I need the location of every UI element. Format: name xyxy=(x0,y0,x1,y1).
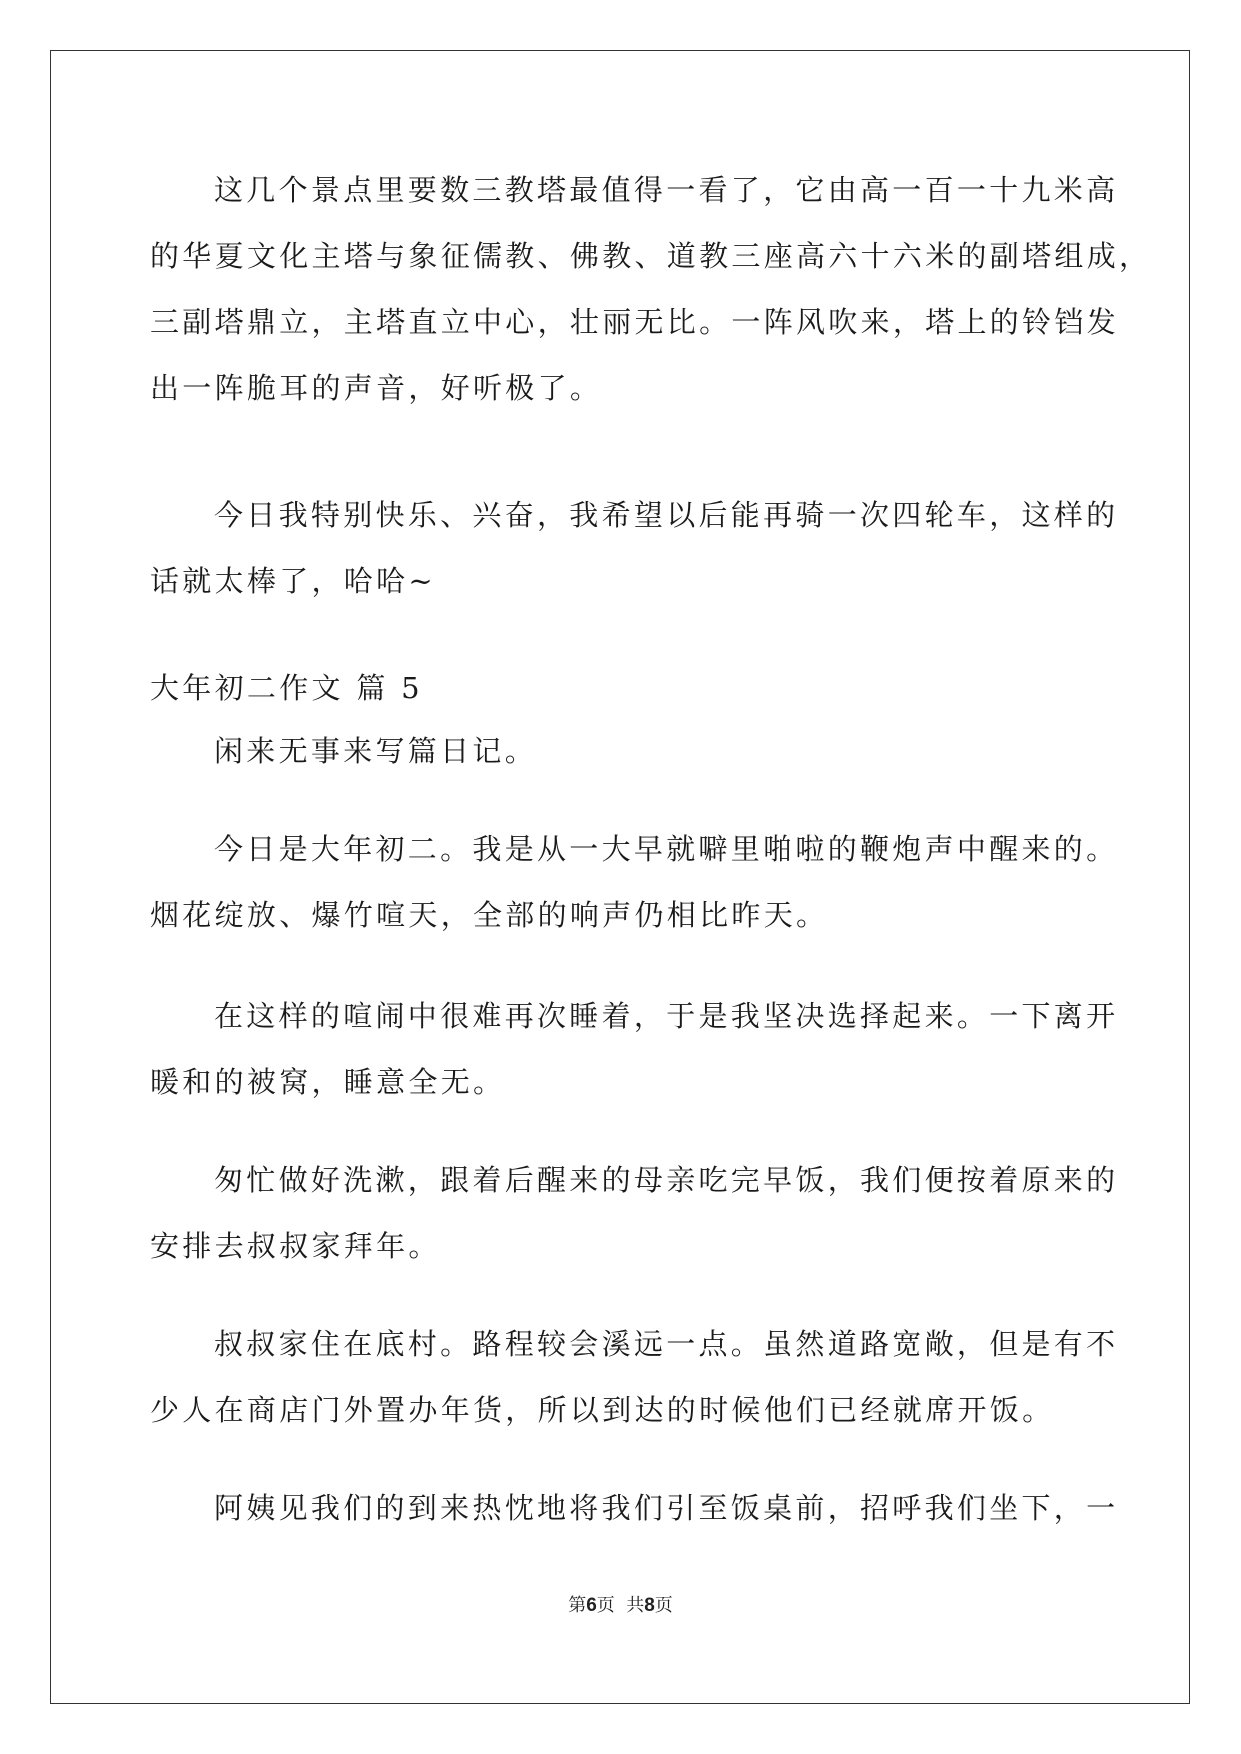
paragraph-line: 的华夏文化主塔与象征儒教、佛教、道教三座高六十六米的副塔组成， xyxy=(150,239,1152,273)
page-prefix: 第 xyxy=(568,1595,587,1616)
paragraph-line: 安排去叔叔家拜年。 xyxy=(150,1229,441,1263)
paragraph-line: 匆忙做好洗漱，跟着后醒来的母亲吃完早饭，我们便按着原来的 xyxy=(214,1163,1119,1197)
paragraph-line: 阿姨见我们的到来热忱地将我们引至饭桌前，招呼我们坐下，一 xyxy=(214,1491,1119,1525)
paragraph-line: 这几个景点里要数三教塔最值得一看了，它由高一百一十九米高 xyxy=(214,173,1119,207)
current-page-number: 6 xyxy=(586,1595,597,1616)
paragraph-line: 在这样的喧闹中很难再次睡着，于是我坚决选择起来。一下离开 xyxy=(214,999,1119,1033)
paragraph-line: 烟花绽放、爆竹喧天，全部的响声仍相比昨天。 xyxy=(150,898,829,932)
paragraph-line: 闲来无事来写篇日记。 xyxy=(214,734,538,768)
page-footer xyxy=(0,1594,1241,1618)
paragraph-line: 三副塔鼎立，主塔直立中心，壮丽无比。一阵风吹来，塔上的铃铛发 xyxy=(150,305,1120,339)
paragraph-line: 少人在商店门外置办年货，所以到达的时候他们已经就席开饭。 xyxy=(150,1393,1055,1427)
page-suffix: 页 xyxy=(654,1595,673,1616)
total-page-number: 8 xyxy=(644,1595,655,1616)
paragraph-line: 暖和的被窝，睡意全无。 xyxy=(150,1065,506,1099)
paragraph-line: 话就太棒了，哈哈~ xyxy=(150,564,436,598)
paragraph-line: 今日是大年初二。我是从一大早就噼里啪啦的鞭炮声中醒来的。 xyxy=(214,832,1119,866)
paragraph-line: 叔叔家住在底村。路程较会溪远一点。虽然道路宽敞，但是有不 xyxy=(214,1327,1119,1361)
page-mid: 页 共 xyxy=(596,1595,645,1616)
paragraph-line: 出一阵脆耳的声音，好听极了。 xyxy=(150,371,603,405)
page-border xyxy=(50,50,1190,1704)
section-heading: 大年初二作文 篇 5 xyxy=(150,671,423,705)
paragraph-line: 今日我特别快乐、兴奋，我希望以后能再骑一次四轮车，这样的 xyxy=(214,498,1119,532)
